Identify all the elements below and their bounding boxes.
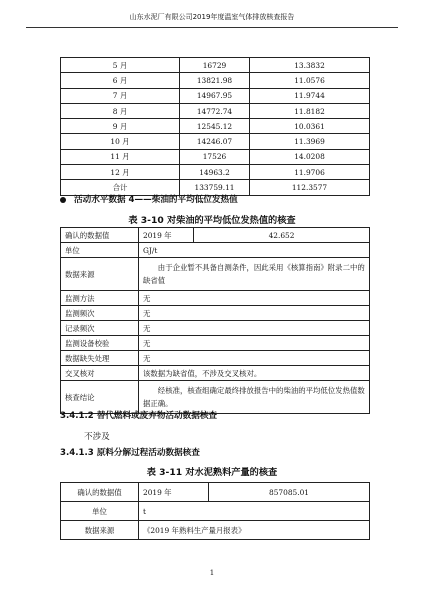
year-cell: 2019 年 (139, 228, 194, 243)
row-label: 监测方法 (61, 291, 139, 306)
table-caption: 表 3-11 对水泥熟料产量的核查 (146, 467, 278, 478)
year-cell: 2019 年 (139, 483, 209, 502)
row-label: 数据来源 (61, 258, 139, 291)
monthly-consumption-table (60, 57, 370, 196)
conclusion-cell: 经核准，核查组确定最终排放报告中的柴油的平均低位发热值数据正确。 (139, 381, 370, 414)
freq-cell: 无 (139, 306, 370, 321)
row-label: 单位 (61, 243, 139, 258)
quantity-cell: 14772.74 (180, 103, 250, 118)
month-cell: 9 月 (61, 119, 180, 134)
quantity-cell: 14963.2 (180, 165, 250, 180)
month-cell: 5 月 (61, 58, 180, 73)
diesel-heating-value-table (60, 227, 370, 414)
value-cell: 112.3577 (250, 180, 370, 195)
table-caption: 表 3-10 对柴油的平均低位发热值的核查 (128, 215, 296, 226)
table-row (61, 502, 370, 521)
table-row (61, 366, 370, 381)
value-cell: 11.3969 (250, 134, 370, 149)
source-cell: 《2019 年熟料生产量月报表》 (139, 521, 370, 540)
page-number: 1 (209, 569, 215, 577)
month-cell: 合计 (61, 180, 180, 195)
table-row (61, 103, 370, 118)
bullet-heading-text: 活动水平数据 4——柴油的平均低位发热值 (74, 195, 238, 205)
month-cell: 11 月 (61, 149, 180, 164)
value-cell: 11.8182 (250, 103, 370, 118)
row-label: 交叉核对 (61, 366, 139, 381)
value-cell: 857085.01 (209, 483, 370, 502)
value-cell: 11.9744 (250, 88, 370, 103)
clinker-output-table (60, 482, 370, 540)
unit-cell: GJ/t (139, 243, 370, 258)
table-row (61, 134, 370, 149)
month-cell: 6 月 (61, 73, 180, 88)
table-row (61, 165, 370, 180)
quantity-cell: 13821.98 (180, 73, 250, 88)
quantity-cell: 12545.12 (180, 119, 250, 134)
row-label: 数据来源 (61, 521, 139, 540)
method-cell: 无 (139, 291, 370, 306)
row-label: 单位 (61, 502, 139, 521)
row-label: 监测频次 (61, 306, 139, 321)
value-cell: 11.0576 (250, 73, 370, 88)
section-heading: 3.4.1.3 原料分解过程活动数据核查 (60, 448, 200, 458)
table-row (61, 483, 370, 502)
table-row (61, 73, 370, 88)
row-label: 核查结论 (61, 381, 139, 414)
quantity-cell: 133759.11 (180, 180, 250, 195)
quantity-cell: 14967.95 (180, 88, 250, 103)
source-cell: 由于企业暂不具备自测条件，因此采用《核算指南》附录二中的缺省值 (139, 258, 370, 291)
quantity-cell: 16729 (180, 58, 250, 73)
page-header (26, 10, 398, 28)
table-row (61, 351, 370, 366)
report-title: 山东水泥厂有限公司2019年度温室气体排放核查报告 (129, 13, 295, 21)
table-row (61, 243, 370, 258)
table-row (61, 149, 370, 164)
value-cell: 13.3832 (250, 58, 370, 73)
value-cell: 10.0361 (250, 119, 370, 134)
table-row (61, 88, 370, 103)
value-cell: 11.9706 (250, 165, 370, 180)
section-heading: 3.4.1.2 替代燃料或废弃物活动数据核查 (60, 411, 218, 421)
row-label: 记录频次 (61, 321, 139, 336)
month-cell: 12 月 (61, 165, 180, 180)
value-cell: 42.652 (194, 228, 370, 243)
row-label: 确认的数据值 (61, 228, 139, 243)
bullet-dot-icon (60, 197, 66, 203)
table-row (61, 119, 370, 134)
calib-cell: 无 (139, 336, 370, 351)
month-cell: 10 月 (61, 134, 180, 149)
table-row (61, 521, 370, 540)
bullet-heading (60, 193, 238, 205)
quantity-cell: 17526 (180, 149, 250, 164)
unit-cell: t (139, 502, 370, 521)
row-label: 数据缺失处理 (61, 351, 139, 366)
table-row (61, 336, 370, 351)
value-cell: 14.0208 (250, 149, 370, 164)
not-involved-text: 不涉及 (84, 432, 110, 442)
cross-cell: 该数据为缺省值，不涉及交叉核对。 (139, 366, 370, 381)
quantity-cell: 14246.07 (180, 134, 250, 149)
row-label: 监测设备校验 (61, 336, 139, 351)
table-row (61, 321, 370, 336)
record-cell: 无 (139, 321, 370, 336)
table-row (61, 306, 370, 321)
missing-cell: 无 (139, 351, 370, 366)
table-row (61, 258, 370, 291)
table-row (61, 58, 370, 73)
table-row (61, 291, 370, 306)
table-row (61, 228, 370, 243)
month-cell: 8 月 (61, 103, 180, 118)
month-cell: 7 月 (61, 88, 180, 103)
row-label: 确认的数据值 (61, 483, 139, 502)
